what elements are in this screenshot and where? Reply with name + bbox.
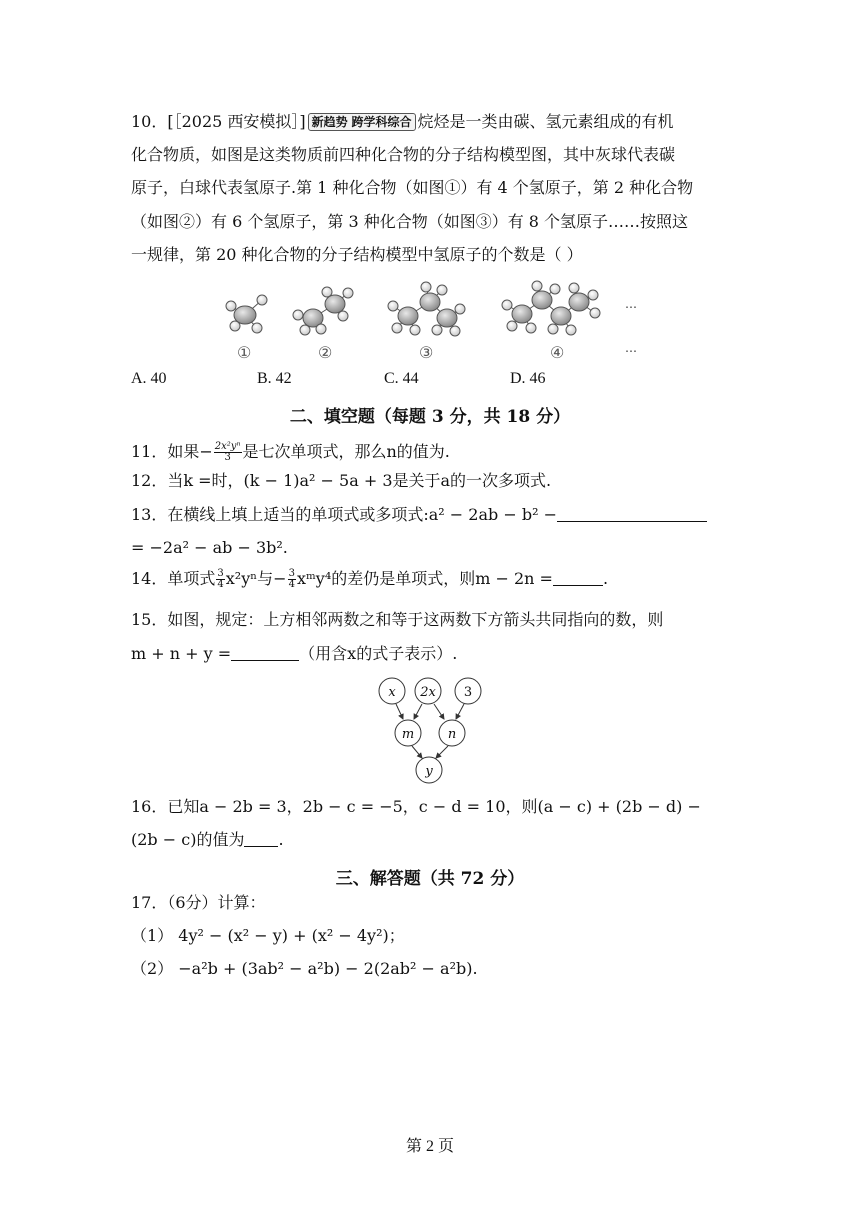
q14-den1: 4 [217,579,224,590]
q10-line5: 一规律，第 20 种化合物的分子结构模型中氢原子的个数是（ ） [131,245,583,264]
q17-part1: （1） 4y² − (x² − y) + (x² − 4y²)； [131,926,405,945]
molecule-ellipsis-bottom: … [625,341,637,355]
choice-a: A. 40 [131,370,167,387]
page-footer: 第 2 页 [405,1138,454,1155]
molecule-label-4: ④ [550,343,565,362]
q11-post: 是七次单项式，那么n的值为. [242,442,450,461]
node-y-label: y [425,764,433,779]
q13-line1 [131,505,707,525]
node-x-label: x [388,685,396,700]
q14-pre: 14．单项式 [131,569,216,588]
q15-line1: 15．如图，规定：上方相邻两数之和等于这两数下方箭头共同指向的数，则 [131,610,664,629]
q16-blank [244,830,278,847]
node-n-label: n [447,727,457,742]
q15-line2 [131,644,457,664]
q11-num: 2x²yⁿ [214,441,241,452]
molecule-label-1: ① [237,343,252,362]
molecule-2-icon [293,287,353,335]
molecule-3-icon [388,282,465,336]
q14-end: . [602,569,609,588]
q11-pre: 11．如果− [131,442,213,461]
molecule-ellipsis-top: … [625,297,637,311]
q14-num1: 3 [217,568,224,579]
q11 [131,442,450,463]
q14-mid1: x²yⁿ与− [225,569,287,588]
node-3-label: 3 [463,685,473,700]
q11-den: 3 [224,452,231,463]
q15-blank [231,644,299,661]
q14-num2: 3 [288,568,295,579]
q10-line4: （如图②）有 6 个氢原子，第 3 种化合物（如图③）有 8 个氢原子……按照这 [131,212,689,231]
q16-end: . [278,830,284,849]
q14-fraction-2 [288,569,296,590]
molecule-label-3: ③ [419,343,434,362]
q15-expr: m + n + y = [131,644,232,663]
q11-fraction [214,442,242,463]
q16-line2 [131,830,284,850]
q13-blank [557,505,707,522]
choice-b: B. 42 [257,370,292,387]
q16-expr: (2b − c)的值为 [131,830,245,849]
q13-text: 13．在横线上填上适当的单项式或多项式:a² − 2ab − b² − [131,505,557,524]
q10-source: [［2025 西安模拟］] [167,112,306,131]
q10-number: 10． [131,112,168,131]
node-m-label: m [401,727,415,742]
q14 [131,569,608,590]
molecule-figure [215,278,655,364]
section-3-heading: 三、解答题（共 72 分） [335,869,525,889]
q14-fraction-1 [216,569,224,590]
tag-badge [308,113,416,131]
q14-mid2: xᵐy⁴的差仍是单项式，则m − 2n = [296,569,553,588]
section-2-heading: 二、填空题（每题 3 分，共 18 分） [289,407,571,427]
molecule-label-2: ② [318,343,333,362]
q10-line1 [131,112,674,132]
tag-badge-b: 跨学科综合 [351,115,412,129]
q17-part2: （2） −a²b + (3ab² − a²b) − 2(2ab² − a²b). [131,959,478,978]
choice-d: D. 46 [510,370,546,387]
choice-c: C. 44 [384,370,419,387]
q16-line1: 16．已知a − 2b = 3，2b − c = −5，c − d = 10，则(a − c) + (2b − d) − [131,797,701,816]
q14-blank [553,569,603,586]
q10-line1-text: 烷烃是一类由碳、氢元素组成的有机 [417,112,674,131]
q12: 12．当k =时，(k − 1)a² − 5a + 3是关于a的一次多项式. [131,471,552,490]
q14-den2: 4 [288,579,295,590]
q17-head: 17．（6分）计算： [131,893,266,912]
node-2x-label: 2x [420,685,436,700]
q15-hint: （用含x的式子表示）. [299,644,458,663]
node-diagram [372,674,484,784]
tag-badge-a: 新趋势 [311,115,348,129]
molecule-4-icon [502,281,600,335]
q10-line3: 原子，白球代表氢原子.第 1 种化合物（如图①）有 4 个氢原子，第 2 种化合物 [131,178,694,197]
q13-line2: = −2a² − ab − 3b². [131,538,288,557]
q10-line2: 化合物质，如图是这类物质前四种化合物的分子结构模型图，其中灰球代表碳 [131,145,676,164]
molecule-1-icon [226,295,267,333]
